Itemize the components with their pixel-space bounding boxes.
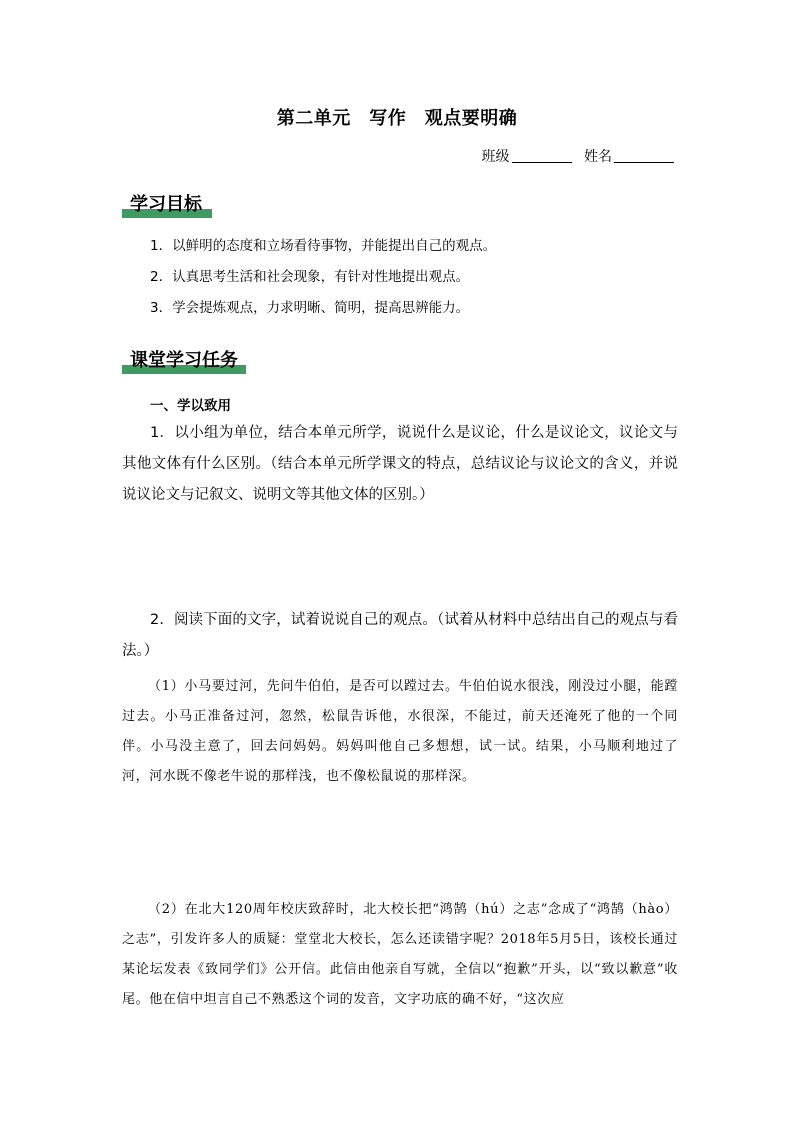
name-label: 姓名 [584, 149, 612, 165]
section-heading-objectives [122, 192, 202, 218]
task-paragraph: 2．阅读下面的文字，试着说说自己的观点。（试着从材料中总结出自己的观点与看法。） [122, 612, 678, 659]
section-heading-text: 学习目标 [130, 194, 202, 215]
class-name-line [482, 146, 674, 166]
objective-item: 1．以鲜明的态度和立场看待事物，并能提出自己的观点。 [150, 238, 497, 254]
material-paragraph: （2）在北大120周年校庆致辞时，北大校长把“鸿鹄（hú）之志”念成了“鸿鹄（hào）之志”，引发许多人的质疑：堂堂北大校长，怎么还读错字呢？2018年5月5日，该校长通过某论坛发表《致同学们》公开信。此信由他亲自写就，全信以“抱歉”开头，以“致以歉意”收尾。他在信中坦言自己不熟悉这个词的发音，文字功底的确不好，“这次应 [122, 902, 678, 1007]
class-label: 班级 [481, 149, 510, 165]
subsection-heading: 一、学以致用 [150, 398, 231, 414]
task-paragraph: 1．以小组为单位，结合本单元所学，说说什么是议论，什么是议论文，议论文与其他文体有什么区别。（结合本单元所学课文的特点，总结议论与议论文的含义，并说说议论文与记叙文、说明文等其他文体的区别。） [122, 425, 678, 503]
name-blank [614, 148, 674, 163]
objective-item: 2．认真思考生活和社会现象，有针对性地提出观点。 [150, 269, 470, 285]
section-heading-text: 课堂学习任务 [130, 350, 238, 371]
class-blank [512, 148, 572, 163]
section-heading-tasks [122, 348, 238, 374]
objective-item: 3．学会提炼观点，力求明晰、简明，提高思辨能力。 [150, 300, 470, 316]
page-title: 第二单元 写作 观点要明确 [276, 108, 518, 129]
material-paragraph: （1）小马要过河，先问牛伯伯，是否可以蹚过去。牛伯伯说水很浅，刚没过小腿，能蹚过去。小马正准备过河，忽然，松鼠告诉他，水很深，不能过，前天还淹死了他的一个同伴。小马没主意了，回去问妈妈。妈妈叫他自己多想想，试一试。结果，小马顺利地过了河，河水既不像老牛说的那样浅，也不像松鼠说的那样深。 [122, 679, 678, 784]
